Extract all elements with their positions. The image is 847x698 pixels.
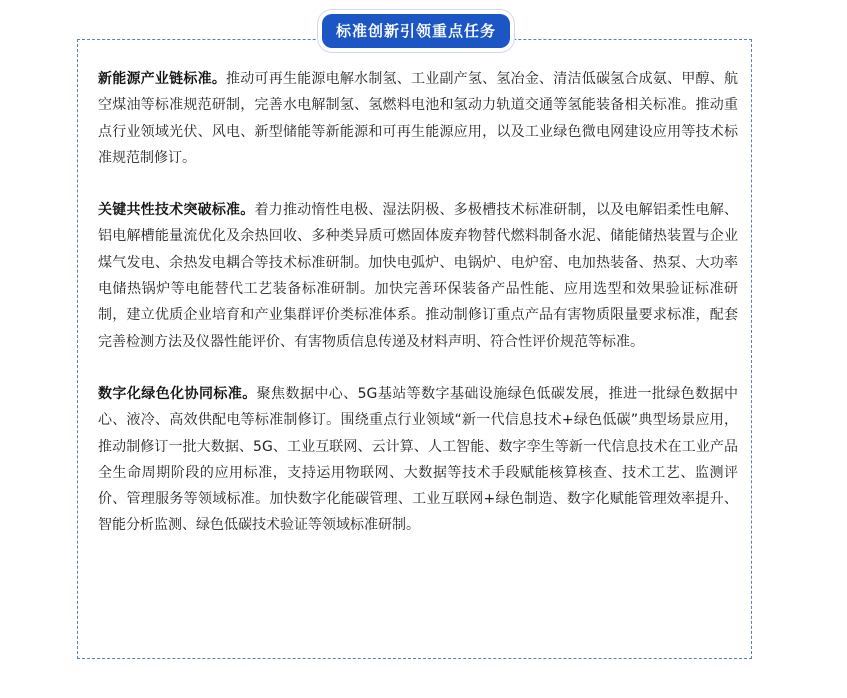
paragraph-text: 着力推动惰性电极、湿法阴极、多极槽技术标准研制，以及电解铝柔性电解、铝电解槽能量流优化及余热回收、多种类异质可燃固体废弃物替代燃料制备水泥、储能储热装置与企业煤气发电、余热发电耦合等技术标准研制。加快电弧炉、电锅炉、电炉窑、电加热装备、热泵、大功率电储热锅炉等电能替代工艺装备标准研制。加快完善环保装备产品性能、应用选型和效果验证标准研制，建立优质企业培育和产业集群评价类标准体系。推动制修订重点产品有害物质限量要求标准，配套完善检测方法及仪器性能评价、有害物质信息传递及材料声明、符合性评价规范等标准。 <box>98 202 738 350</box>
content-body <box>98 66 738 565</box>
paragraph-text: 聚焦数据中心、5G基站等数字基础设施绿色低碳发展，推进一批绿色数据中心、液冷、高效供配电等标准制修订。围绕重点行业领域“新一代信息技术+绿色低碳”典型场景应用，推动制修订一批大数据、5G、工业互联网、云计算、人工智能、数字孪生等新一代信息技术在工业产品全生命周期阶段的应用标准，支持运用物联网、大数据等技术手段赋能核算核查、技术工艺、监测评价、管理服务等领域标准。加快数字化能碳管理、工业互联网+绿色制造、数字化赋能管理效率提升、智能分析监测、绿色低碳技术验证等领域标准研制。 <box>98 385 738 534</box>
paragraph-heading: 数字化绿色化协同标准。 <box>98 385 257 402</box>
paragraph-heading: 关键共性技术突破标准。 <box>98 202 255 219</box>
section-title-badge: 标准创新引领重点任务 <box>322 14 510 48</box>
paragraph-heading: 新能源产业链标准。 <box>98 71 227 87</box>
paragraph-key-technology <box>98 197 738 355</box>
paragraph-digital-green <box>98 381 738 539</box>
paragraph-text: 推动可再生能源电解水制氢、工业副产氢、氢冶金、清洁低碳氢合成氨、甲醇、航空煤油等标准规范研制，完善水电解制氢、氢燃料电池和氢动力轨道交通等氢能装备相关标准。推动重点行业领域光伏、风电、新型储能等新能源和可再生能源应用，以及工业绿色微电网建设应用等技术标准规范制修订。 <box>98 71 738 166</box>
paragraph-new-energy <box>98 66 738 171</box>
